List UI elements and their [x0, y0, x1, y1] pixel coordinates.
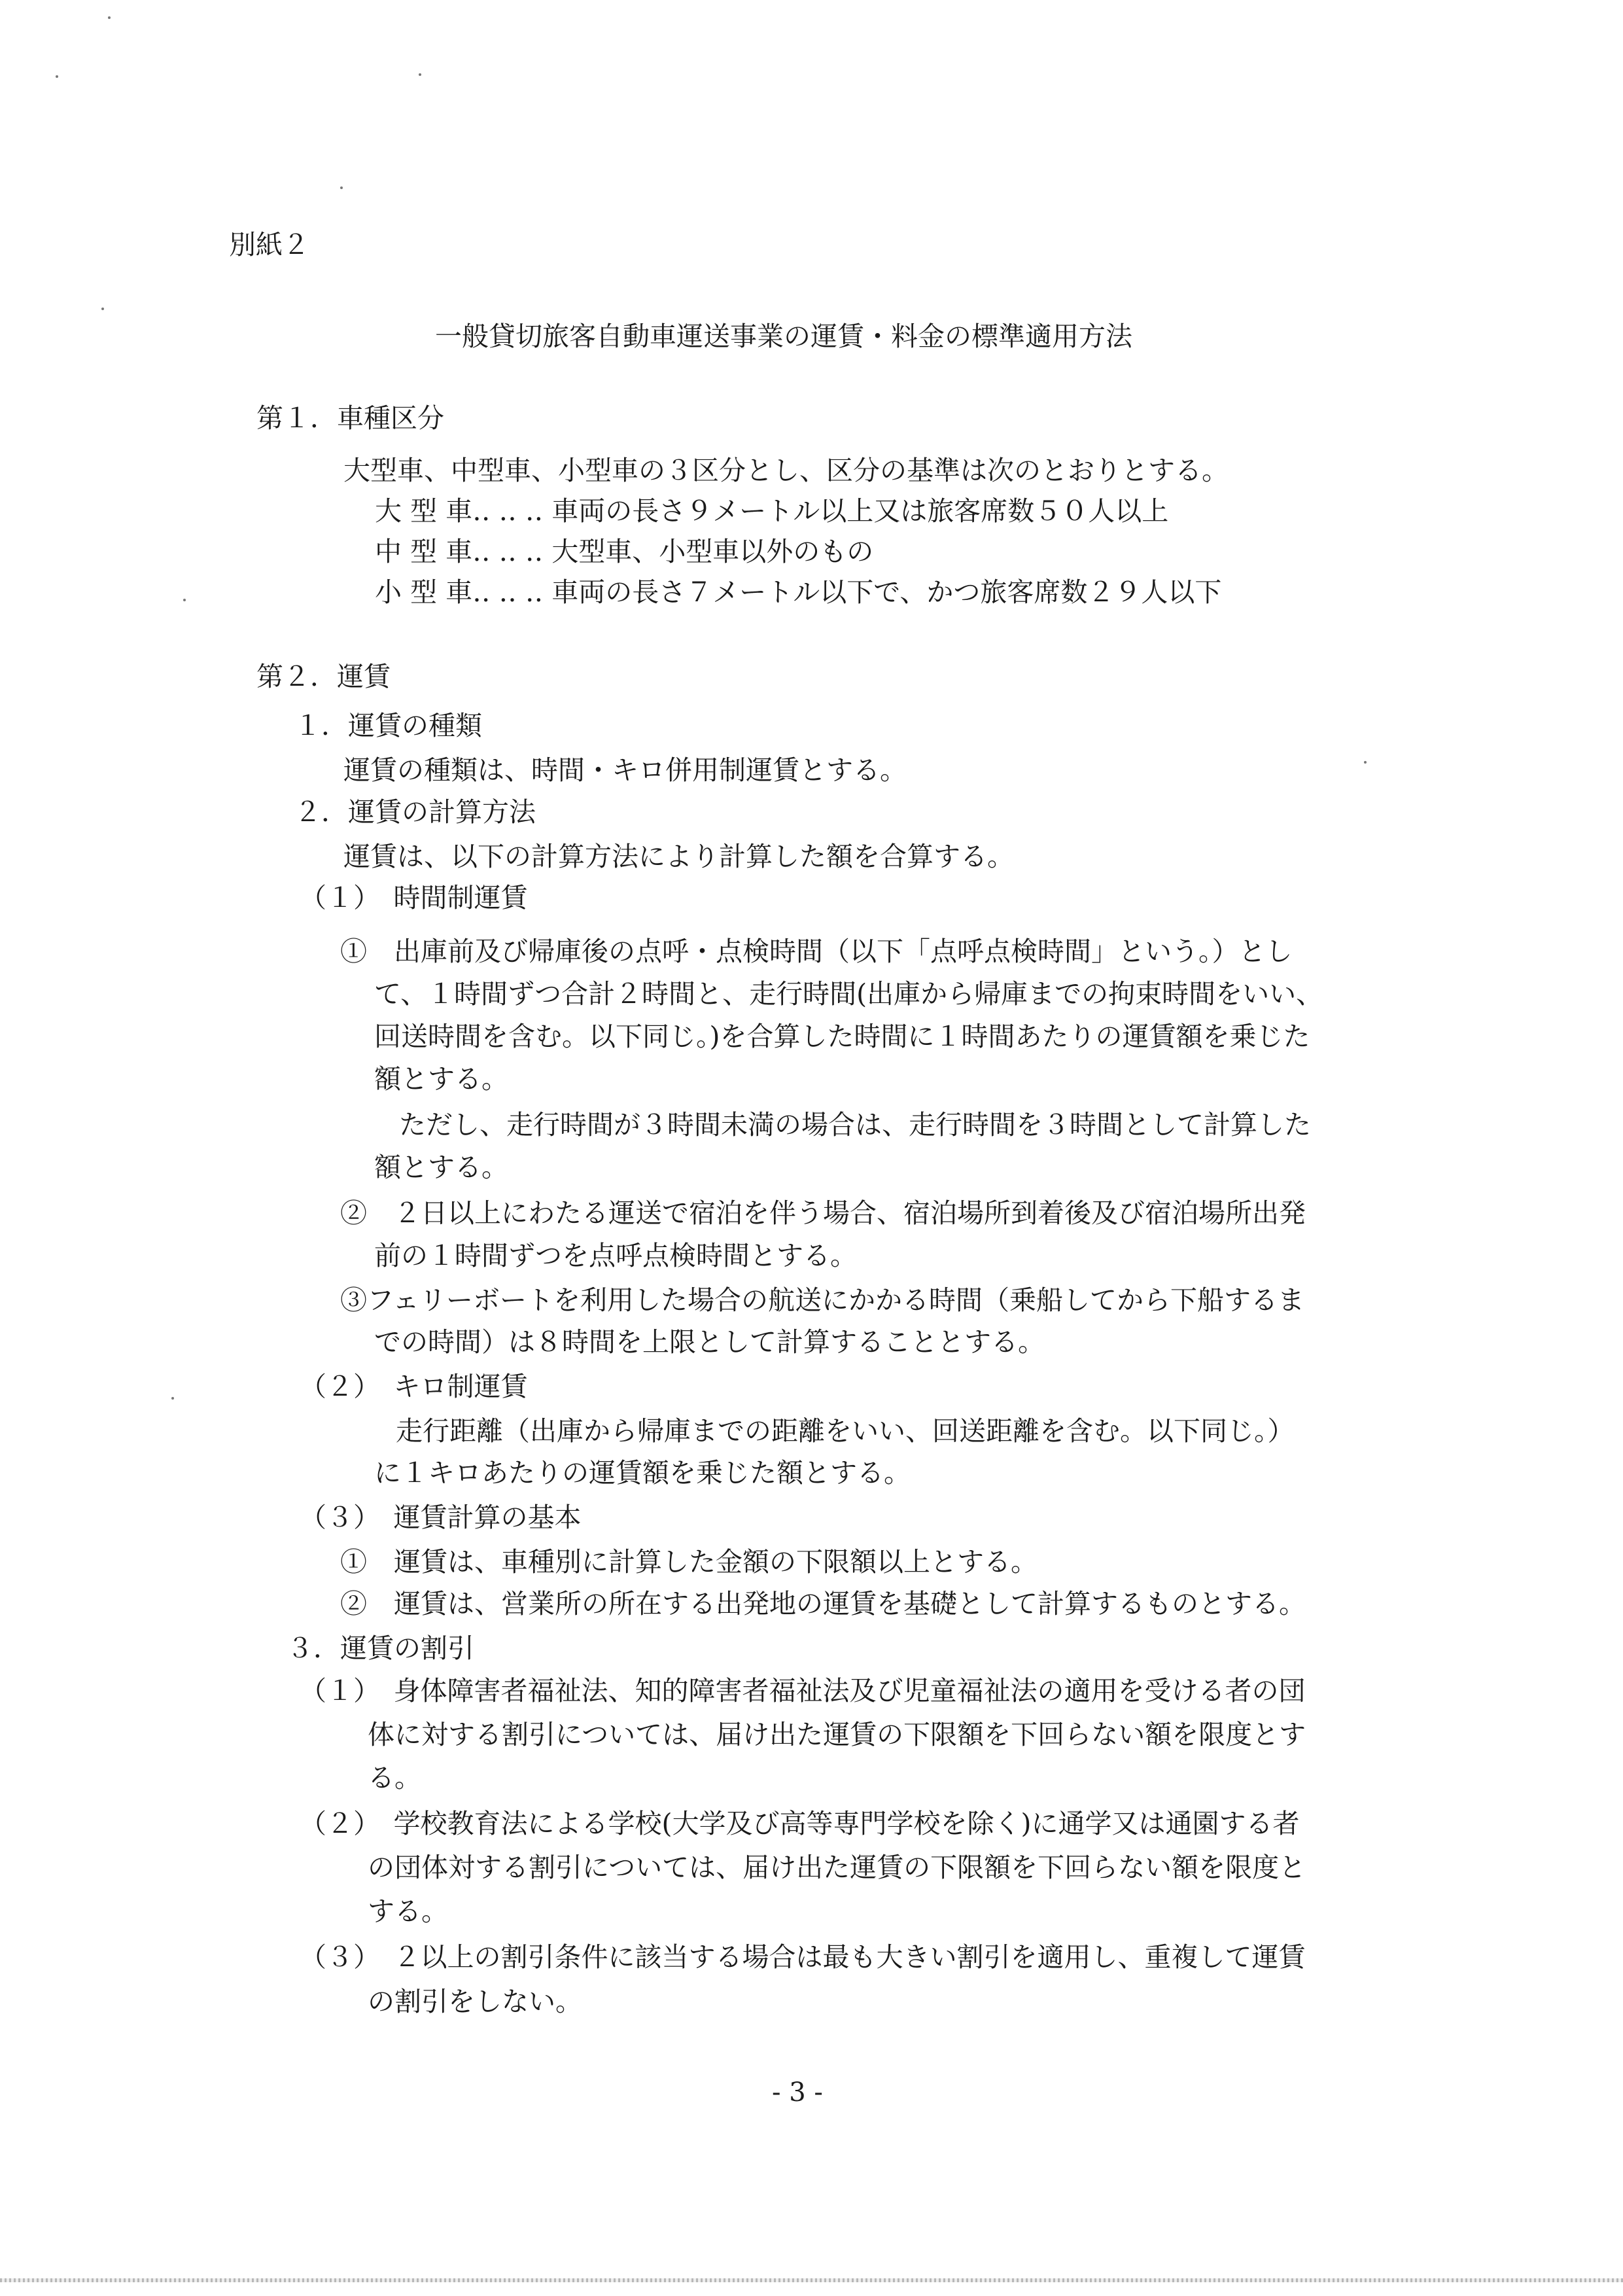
fare-basics-item2: ② 運賃は、営業所の所在する出発地の運賃を基礎として計算するものとする。 [340, 1588, 1306, 1619]
time-fare-item1-line4: 額とする。 [374, 1063, 508, 1095]
time-fare-item2-line2: 前の１時間ずつを点呼点検時間とする。 [374, 1240, 857, 1271]
attachment-label: 別紙２ [229, 229, 309, 260]
section1-intro: 大型車、中型車、小型車の３区分とし、区分の基準は次のとおりとする。 [343, 455, 1229, 486]
fare-calc-heading: ２．運賃の計算方法 [294, 796, 536, 828]
distance-fare-heading: （２） キロ制運賃 [300, 1371, 528, 1402]
document-title: 一般貸切旅客自動車運送事業の運賃・料金の標準適用方法 [435, 321, 1132, 352]
discount1-line3: る。 [368, 1762, 421, 1793]
vehicle-row-large: 大 型 車‥ ‥ ‥ 車両の長さ９メートル以上又は旅客席数５０人以上 [375, 495, 1169, 527]
scan-speck [108, 16, 111, 19]
discount2-line2: の団体対する割引については、届け出た運賃の下限額を下回らない額を限度と [368, 1852, 1306, 1883]
time-fare-item3-line1: ③フェリーボートを利用した場合の航送にかかる時間（乗船してから下船するま [340, 1284, 1304, 1316]
discount3-line2: の割引をしない。 [368, 1986, 582, 2017]
time-fare-item2-line1: ② ２日以上にわたる運送で宿泊を伴う場合、宿泊場所到着後及び宿泊場所出発 [340, 1197, 1306, 1229]
fare-type-heading: １．運賃の種類 [294, 710, 482, 741]
scan-speck [171, 1397, 174, 1400]
time-fare-item1-line6: 額とする。 [374, 1152, 508, 1183]
distance-fare-line1: 走行距離（出庫から帰庫までの距離をいい、回送距離を含む。以下同じ。） [396, 1415, 1295, 1447]
scan-speck [419, 73, 421, 76]
time-fare-item1-line5: ただし、走行時間が３時間未満の場合は、走行時間を３時間として計算した [399, 1109, 1311, 1140]
scan-speck [183, 599, 186, 601]
scan-speck [340, 186, 343, 189]
vehicle-row-small: 小 型 車‥ ‥ ‥ 車両の長さ７メートル以下で、かつ旅客席数２９人以下 [375, 576, 1222, 608]
discount2-line1: （２） 学校教育法による学校(大学及び高等専門学校を除く)に通学又は通園する者 [300, 1808, 1300, 1839]
time-fare-heading: （１） 時間制運賃 [300, 882, 528, 913]
page-number: - 3 - [772, 2077, 823, 2108]
scan-speck [101, 308, 104, 310]
time-fare-item1-line3: 回送時間を含む。以下同じ。)を合算した時間に１時間あたりの運賃額を乗じた [374, 1021, 1310, 1052]
scan-speck [56, 75, 58, 78]
section2-heading: 第２．運賃 [256, 661, 391, 692]
fare-type-body: 運賃の種類は、時間・キロ併用制運賃とする。 [343, 754, 907, 786]
fare-calc-body: 運賃は、以下の計算方法により計算した額を合算する。 [343, 841, 1014, 872]
discount3-line1: （３） ２以上の割引条件に該当する場合は最も大きい割引を適用し、重複して運賃 [300, 1941, 1306, 1973]
distance-fare-line2: に１キロあたりの運賃額を乗じた額とする。 [374, 1457, 911, 1489]
discount1-line1: （１） 身体障害者福祉法、知的障害者福祉法及び児童福祉法の適用を受ける者の団 [300, 1675, 1306, 1706]
time-fare-item3-line2: での時間）は８時間を上限として計算することとする。 [374, 1326, 1045, 1358]
fare-basics-heading: （３） 運賃計算の基本 [300, 1502, 582, 1533]
time-fare-item1-line2: て、１時間ずつ合計２時間と、走行時間(出庫から帰庫までの拘束時間をいい、 [374, 978, 1323, 1010]
scan-speck [1364, 761, 1367, 764]
fare-discount-heading: ３．運賃の割引 [287, 1633, 474, 1664]
fare-basics-item1: ① 運賃は、車種別に計算した金額の下限額以上とする。 [340, 1546, 1038, 1578]
vehicle-row-medium: 中 型 車‥ ‥ ‥ 大型車、小型車以外のもの [375, 536, 874, 567]
discount2-line3: する。 [368, 1896, 448, 1927]
time-fare-item1-line1: ① 出庫前及び帰庫後の点呼・点検時間（以下「点呼点検時間」という。）とし [340, 936, 1293, 967]
discount1-line2: 体に対する割引については、届け出た運賃の下限額を下回らない額を限度とす [368, 1719, 1306, 1750]
section1-heading: 第１．車種区分 [256, 402, 444, 434]
scan-edge-artifact [0, 2278, 1623, 2282]
